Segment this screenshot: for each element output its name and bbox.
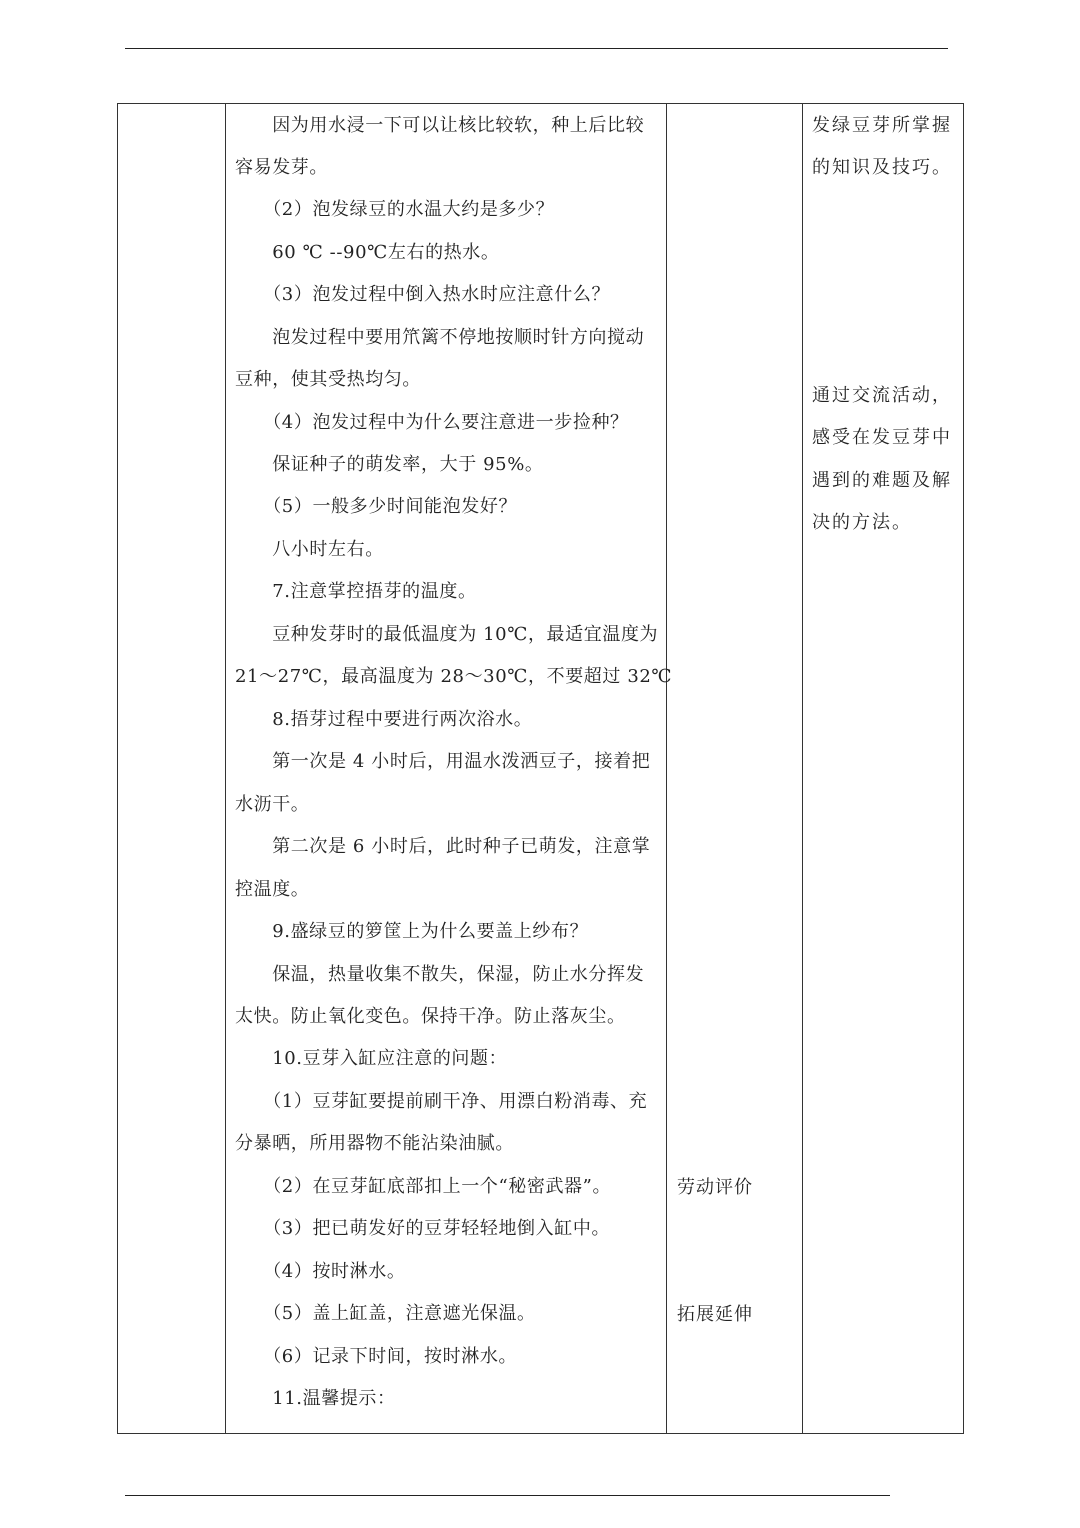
content-line: （4）按时淋水。 [235,1261,406,1282]
design-intent-line: 的知识及技巧。 [812,157,952,178]
header-rule [125,48,948,49]
content-line: （4）泡发过程中为什么要注意进一步捡种？ [235,412,629,433]
content-line: 八小时左右。 [235,539,384,560]
content-line: 因为用水浸一下可以让核比较软，种上后比较 [235,115,645,136]
labor-evaluation-label: 劳动评价 [677,1177,753,1198]
activity-content-cell [225,104,673,1433]
content-line: （2）泡发绿豆的水温大约是多少？ [235,199,555,220]
extension-label: 拓展延伸 [677,1304,753,1325]
content-line: 水沥干。 [235,794,310,815]
content-line: 第二次是 6 小时后，此时种子已萌发，注意掌 [235,836,651,857]
column-divider [802,104,803,1433]
column-divider [666,104,667,1433]
content-line: （5）一般多少时间能泡发好？ [235,496,518,517]
content-line: （1）豆芽缸要提前刷干净、用漂白粉消毒、充 [235,1091,648,1112]
content-line: （5）盖上缸盖，注意遮光保温。 [235,1303,536,1324]
content-line: （3）泡发过程中倒入热水时应注意什么？ [235,284,611,305]
content-line: 11.温馨提示： [235,1388,396,1409]
content-line: 太快。防止氧化变色。保持干净。防止落灰尘。 [235,1006,626,1027]
design-intent-line: 发绿豆芽所掌握 [812,115,952,136]
content-line: 第一次是 4 小时后，用温水泼洒豆子，接着把 [235,751,651,772]
footer-rule [125,1495,890,1496]
content-line: 豆种发芽时的最低温度为 10℃，最适宜温度为 [235,624,659,645]
design-intent-line: 遇到的难题及解 [812,470,952,491]
content-line: 容易发芽。 [235,157,328,178]
content-line: 控温度。 [235,879,310,900]
content-line: 10.豆芽入缸应注意的问题： [235,1048,508,1069]
design-intent-line: 感受在发豆芽中 [812,427,952,448]
content-line: 60 ℃ --90℃左右的热水。 [235,242,500,263]
content-line: 泡发过程中要用笊篱不停地按顺时针方向搅动 [235,327,645,348]
content-line: 保温，热量收集不散失，保湿，防止水分挥发 [235,964,645,985]
content-line: 21～27℃，最高温度为 28～30℃，不要超过 32℃ [235,666,673,687]
content-line: 8.捂芽过程中要进行两次浴水。 [235,709,533,730]
content-line: （6）记录下时间，按时淋水。 [235,1346,518,1367]
design-intent-line: 通过交流活动， [812,385,952,406]
content-line: 7.注意掌控捂芽的温度。 [235,581,477,602]
content-line: 豆种，使其受热均匀。 [235,369,421,390]
content-line: （3）把已萌发好的豆芽轻轻地倒入缸中。 [235,1218,611,1239]
content-line: 分暴晒，所用器物不能沾染油腻。 [235,1133,514,1154]
content-line: 保证种子的萌发率，大于 95%。 [235,454,544,475]
content-line: （2）在豆芽缸底部扣上一个“秘密武器”。 [235,1176,612,1197]
design-intent-line: 决的方法。 [812,512,912,533]
content-line: 9.盛绿豆的箩筐上为什么要盖上纱布？ [235,921,589,942]
lesson-table [117,103,964,1434]
